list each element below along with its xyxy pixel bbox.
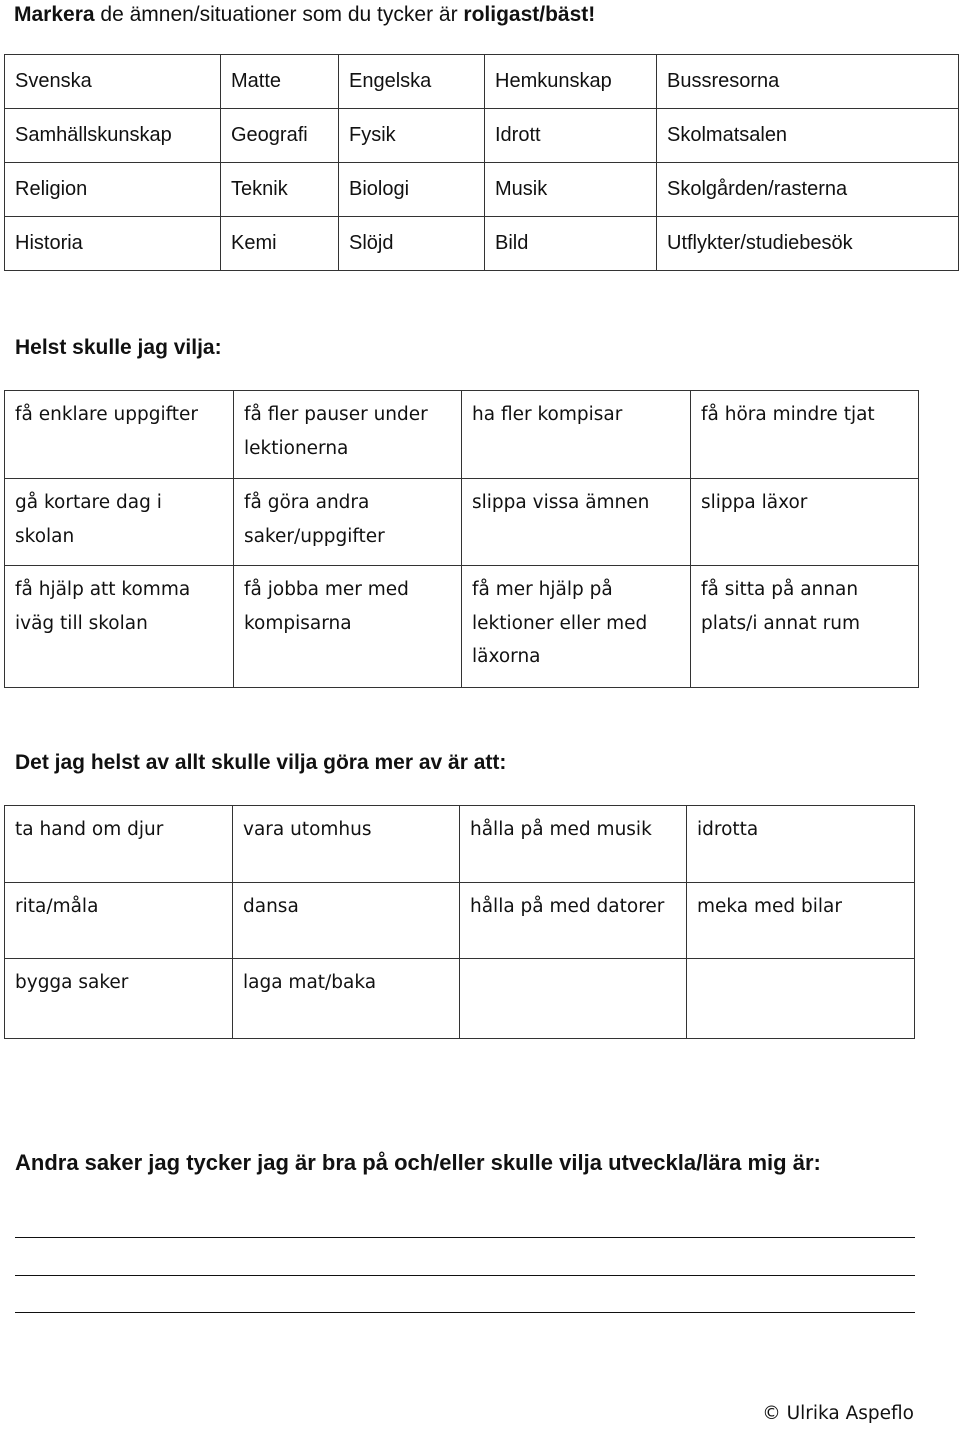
checkbox-cell[interactable]: få hjälp att komma iväg till skolan [5, 566, 234, 688]
checkbox-cell[interactable]: hålla på med datorer [460, 883, 687, 959]
checkbox-cell[interactable]: Utflykter/studiebesök [657, 217, 959, 271]
checkbox-cell[interactable]: laga mat/baka [233, 959, 460, 1039]
activities-heading: Det jag helst av allt skulle vilja göra mer av är att: [15, 751, 507, 774]
checkbox-cell[interactable]: få sitta på annan plats/i annat rum [691, 566, 919, 688]
wishes-row [5, 391, 919, 479]
checkbox-cell[interactable] [460, 959, 687, 1039]
checkbox-cell[interactable]: Slöjd [339, 217, 485, 271]
checkbox-cell[interactable]: Hemkunskap [485, 55, 657, 109]
instruction-text: de ämnen/situationer som du tycker är [94, 3, 464, 26]
checkbox-cell[interactable]: Fysik [339, 109, 485, 163]
activities-row [5, 883, 915, 959]
checkbox-cell[interactable]: få höra mindre tjat [691, 391, 919, 479]
subjects-row [5, 55, 959, 109]
subjects-table [4, 54, 959, 271]
checkbox-cell[interactable]: Biologi [339, 163, 485, 217]
instruction-keyword-fun: roligast/bäst! [463, 3, 596, 26]
activities-row [5, 806, 915, 883]
other-heading: Andra saker jag tycker jag är bra på och/eller skulle vilja utveckla/lära mig är: [15, 1150, 821, 1175]
subjects-row [5, 217, 959, 271]
checkbox-cell[interactable]: slippa läxor [691, 479, 919, 566]
checkbox-cell[interactable]: dansa [233, 883, 460, 959]
checkbox-cell[interactable]: Samhällskunskap [5, 109, 221, 163]
checkbox-cell[interactable]: meka med bilar [687, 883, 915, 959]
page-instruction [14, 0, 595, 30]
checkbox-cell[interactable]: Engelska [339, 55, 485, 109]
checkbox-cell[interactable]: Historia [5, 217, 221, 271]
checkbox-cell[interactable]: ha fler kompisar [462, 391, 691, 479]
wishes-heading: Helst skulle jag vilja: [15, 336, 222, 359]
answer-line[interactable] [15, 1312, 915, 1313]
checkbox-cell[interactable]: Skolgården/rasterna [657, 163, 959, 217]
checkbox-cell[interactable]: få fler pauser under lektionerna [234, 391, 462, 479]
wishes-table [4, 390, 919, 688]
checkbox-cell[interactable]: Bild [485, 217, 657, 271]
checkbox-cell[interactable]: bygga saker [5, 959, 233, 1039]
checkbox-cell[interactable] [687, 959, 915, 1039]
activities-table [4, 805, 915, 1039]
checkbox-cell[interactable]: Matte [221, 55, 339, 109]
activities-row [5, 959, 915, 1039]
checkbox-cell[interactable]: hålla på med musik [460, 806, 687, 883]
answer-line[interactable] [15, 1275, 915, 1276]
checkbox-cell[interactable]: ta hand om djur [5, 806, 233, 883]
checkbox-cell[interactable]: Geografi [221, 109, 339, 163]
checkbox-cell[interactable]: Religion [5, 163, 221, 217]
checkbox-cell[interactable]: Skolmatsalen [657, 109, 959, 163]
subjects-row [5, 109, 959, 163]
copyright-notice: © Ulrika Aspeflo [762, 1403, 914, 1424]
checkbox-cell[interactable]: Bussresorna [657, 55, 959, 109]
checkbox-cell[interactable]: få enklare uppgifter [5, 391, 234, 479]
checkbox-cell[interactable]: få jobba mer med kompisarna [234, 566, 462, 688]
subjects-row [5, 163, 959, 217]
answer-line[interactable] [15, 1237, 915, 1238]
checkbox-cell[interactable]: rita/måla [5, 883, 233, 959]
checkbox-cell[interactable]: Teknik [221, 163, 339, 217]
wishes-row [5, 479, 919, 566]
checkbox-cell[interactable]: Svenska [5, 55, 221, 109]
checkbox-cell[interactable]: få mer hjälp på lektioner eller med läxorna [462, 566, 691, 688]
checkbox-cell[interactable]: idrotta [687, 806, 915, 883]
checkbox-cell[interactable]: slippa vissa ämnen [462, 479, 691, 566]
wishes-row [5, 566, 919, 688]
checkbox-cell[interactable]: gå kortare dag i skolan [5, 479, 234, 566]
checkbox-cell[interactable]: vara utomhus [233, 806, 460, 883]
checkbox-cell[interactable]: få göra andra saker/uppgifter [234, 479, 462, 566]
checkbox-cell[interactable]: Idrott [485, 109, 657, 163]
checkbox-cell[interactable]: Musik [485, 163, 657, 217]
checkbox-cell[interactable]: Kemi [221, 217, 339, 271]
instruction-keyword-mark: Markera [14, 3, 95, 26]
